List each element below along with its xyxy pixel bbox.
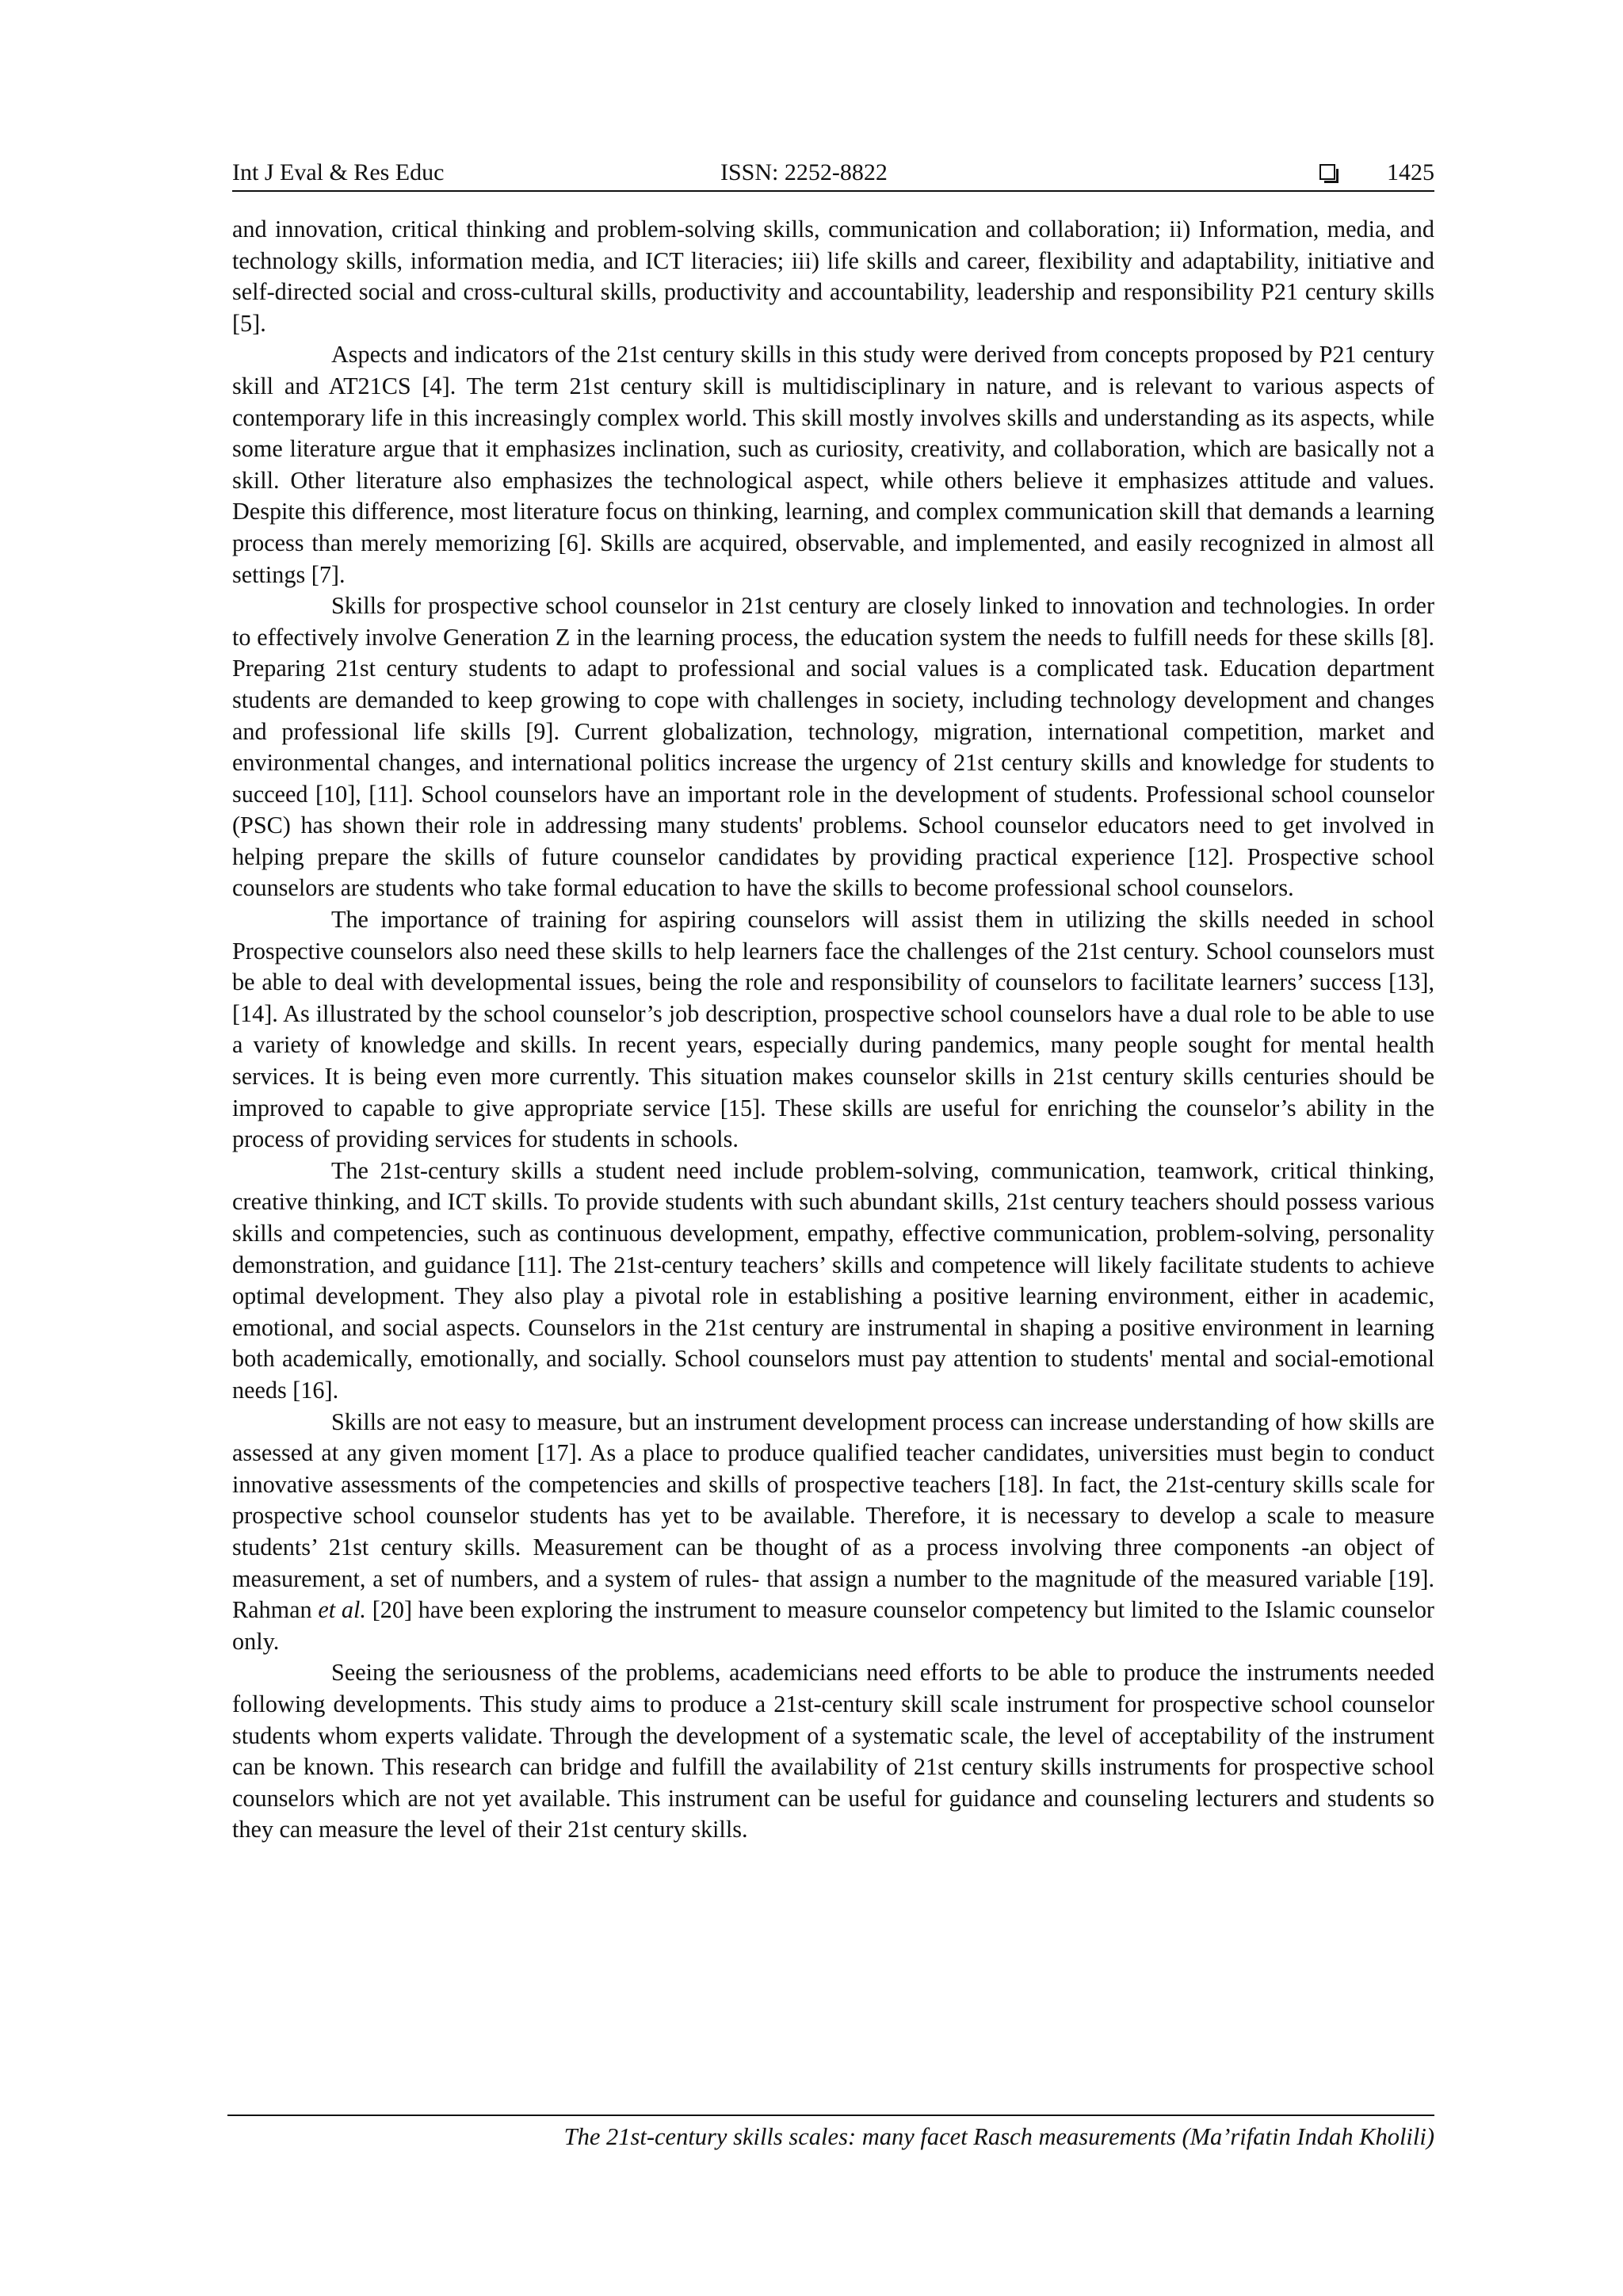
paragraph <box>232 339 1434 590</box>
footer-divider <box>227 2115 1434 2116</box>
italic-text: et al. <box>318 1596 366 1624</box>
paragraph <box>232 904 1434 1156</box>
paragraph <box>232 1657 1434 1846</box>
paragraph-text: Skills are not easy to measure, but an instrument development process can increase understanding of how skills are assessed at any given moment [17]. As a place to produce qualified teacher candidates, universities must begin to conduct innovative assessments of the competencies and skills of prospective teachers [18]. In fact, the 21st-century skills scale for prospective school counselor students has yet to be available. Therefore, it is necessary to develop a scale to measure students’ 21st century skills. Measurement can be thought of as a process involving three components -an object of measurement, a set of numbers, and a system of rules- that assign a number to the magnitude of the measured variable [19]. Rahman <box>232 1408 1434 1624</box>
running-title-footer: The 21st-century skills scales: many facet Rasch measurements (Ma’rifatin Indah Kholili) <box>563 2123 1434 2150</box>
paragraph-text: and innovation, critical thinking and problem-solving skills, communication and collaboration; ii) Information, media, and technology skills, information media, and ICT literacies; iii) life skills and career, flexibility and adaptability, initiative and self-directed social and cross-cultural skills, productivity and accountability, leadership and responsibility P21 century skills [5]. <box>232 216 1434 337</box>
paragraph <box>232 590 1434 904</box>
paragraph <box>232 1407 1434 1658</box>
paragraph-text: The 21st-century skills a student need include problem-solving, communication, teamwork, critical thinking, creative thinking, and ICT skills. To provide students with such abundant skills, 21st century teachers should possess various skills and competencies, such as continuous development, empathy, effective communication, problem-solving, personality demonstration, and guidance [11]. The 21st-century teachers’ skills and competence will likely facilitate students to achieve optimal development. They also play a pivotal role in establishing a positive learning environment, either in academic, emotional, and social aspects. Counselors in the 21st century are instrumental in shaping a positive environment in learning both academically, emotionally, and socially. School counselors must pay attention to students' mental and social-emotional needs [16]. <box>232 1156 1434 1404</box>
journal-name: Int J Eval & Res Educ <box>232 159 445 185</box>
paragraph-text: [20] have been exploring the instrument to measure counselor competency but limited to the Islamic counselor only. <box>232 1596 1434 1655</box>
paragraph <box>232 1156 1434 1407</box>
header-divider <box>232 190 1434 192</box>
paragraph-text: Aspects and indicators of the 21st century skills in this study were derived from concepts proposed by P21 century skill and AT21CS [4]. The term 21st century skill is multidisciplinary in nature, and is relevant to various aspects of contemporary life in this increasingly complex world. This skill mostly involves skills and understanding as its aspects, while some literature argue that it emphasizes inclination, such as curiosity, creativity, and collaboration, which are basically not a skill. Other literature also emphasizes the technological aspect, while others believe it emphasizes attitude and values. Despite this difference, most literature focus on thinking, learning, and complex communication skill that demands a learning process than merely memorizing [6]. Skills are acquired, observable, and implemented, and easily recognized in almost all settings [7]. <box>232 341 1434 588</box>
issn-number: ISSN: 2252-8822 <box>720 159 888 185</box>
paragraph <box>232 214 1434 339</box>
paragraph-text: Skills for prospective school counselor in 21st century are closely linked to innovation and technologies. In order to effectively involve Generation Z in the learning process, the education system the needs to fulfill needs for these skills [8]. Preparing 21st century students to adapt to professional and social values is a complicated task. Education department students are demanded to keep growing to cope with challenges in society, including technology development and changes and professional life skills [9]. Current globalization, technology, migration, international competition, market and environmental changes, and international politics increase the urgency of 21st century skills and knowledge for students to succeed [10], [11]. School counselors have an important role in the development of students. Professional school counselor (PSC) has shown their role in addressing many students' problems. School counselor educators need to get involved in helping prepare the skills of future counselor candidates by providing practical experience [12]. Prospective school counselors are students who take formal education to have the skills to become professional school counselors. <box>232 592 1434 902</box>
square-box-icon <box>1319 164 1335 180</box>
body-text <box>232 214 1434 1846</box>
running-header <box>232 155 1434 190</box>
paragraph-text: The importance of training for aspiring counselors will assist them in utilizing the skills needed in school Prospective counselors also need these skills to help learners face the challenges of the 21st century. School counselors must be able to deal with developmental issues, being the role and responsibility of counselors to facilitate learners’ success [13], [14]. As illustrated by the school counselor’s job description, prospective school counselors have a dual role to be able to use a variety of knowledge and skills. In recent years, especially during pandemics, many people sought for mental health services. It is being even more currently. This situation makes counselor skills in 21st century skills centuries should be improved to capable to give appropriate service [15]. These skills are useful for enriching the counselor’s ability in the process of providing services for students in schools. <box>232 906 1434 1153</box>
paragraph-text: Seeing the seriousness of the problems, academicians need efforts to be able to produce the instruments needed following developments. This study aims to produce a 21st-century skill scale instrument for prospective school counselor students whom experts validate. Through the development of a systematic scale, the level of acceptability of the instrument can be known. This research can bridge and fulfill the availability of 21st century skills instruments for prospective school counselors which are not yet available. This instrument can be useful for guidance and counseling lecturers and students so they can measure the level of their 21st century skills. <box>232 1659 1434 1843</box>
page-number: 1425 <box>1387 159 1434 185</box>
